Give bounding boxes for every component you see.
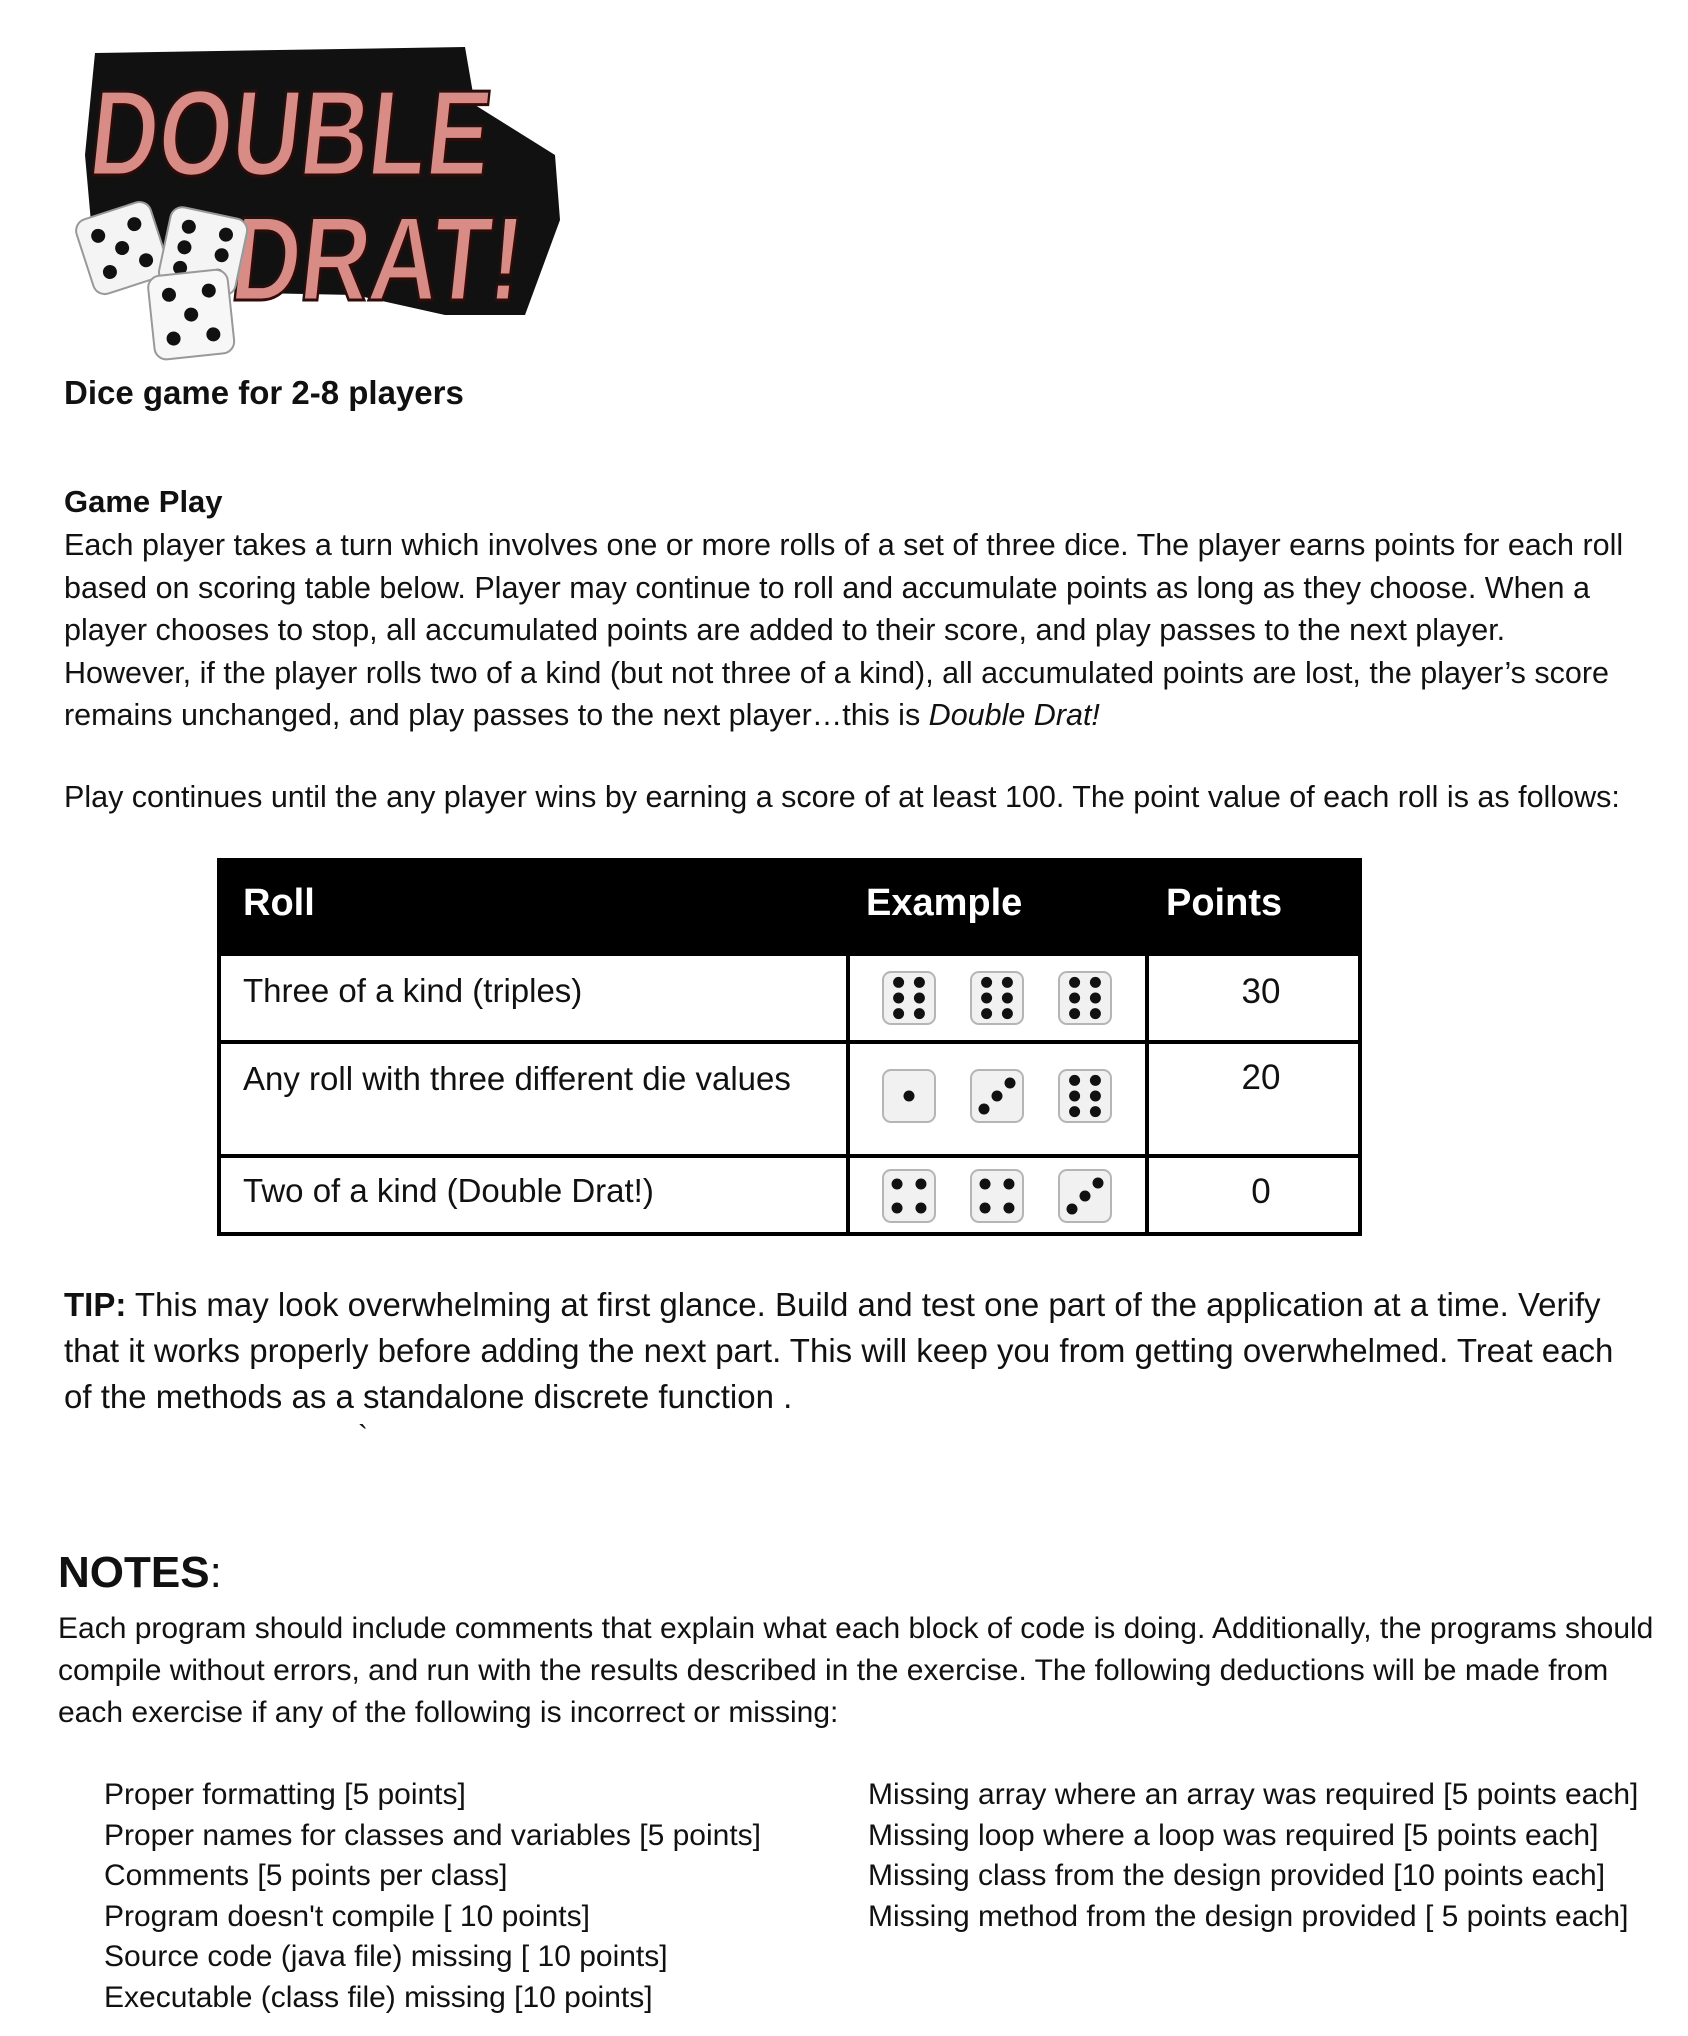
die-pip xyxy=(893,977,904,988)
list-item: Proper names for classes and variables [5 points] xyxy=(104,1818,761,1852)
table-column-divider xyxy=(1145,952,1149,1232)
row-points: 30 xyxy=(1241,972,1281,1011)
die-pip xyxy=(1069,1075,1080,1086)
logo-line1: DOUBLE xyxy=(83,64,614,201)
die-face-6-icon xyxy=(881,970,937,1026)
die-pip xyxy=(1090,1008,1101,1019)
table-column-divider xyxy=(846,952,850,1232)
die-face-6-icon xyxy=(969,970,1025,1026)
die-pip xyxy=(981,993,992,1004)
die-pip xyxy=(1067,1204,1078,1215)
play-continues-paragraph: Play continues until the any player wins by earning a score of at least 100. The point value of each roll is as follows: xyxy=(64,780,1620,814)
die-pip xyxy=(1069,1091,1080,1102)
list-item: Proper formatting [5 points] xyxy=(104,1778,466,1811)
die-pip xyxy=(904,1091,915,1102)
die-face-6-icon xyxy=(1057,970,1113,1026)
game-play-heading: Game Play xyxy=(64,484,223,519)
die-pip xyxy=(1090,1106,1101,1117)
die-face-3-icon xyxy=(969,1068,1025,1124)
die-pip xyxy=(915,1179,926,1190)
die-pip xyxy=(1003,1179,1014,1190)
die-pip xyxy=(979,1104,990,1115)
game-play-paragraph xyxy=(64,524,1624,737)
list-item: Executable (class file) missing [10 points] xyxy=(104,1980,653,2014)
die-pip xyxy=(1002,1008,1013,1019)
die-pip xyxy=(1090,1091,1101,1102)
die-pip xyxy=(893,993,904,1004)
list-item: Missing method from the design provided [ 5 points each] xyxy=(868,1899,1629,1933)
header-points: Points xyxy=(1166,882,1283,924)
die-pip xyxy=(892,1202,903,1213)
deductions-list-right xyxy=(868,1775,1638,1937)
die-face-6-icon xyxy=(1057,1068,1113,1124)
die-pip xyxy=(1069,993,1080,1004)
subtitle: Dice game for 2-8 players xyxy=(64,374,464,411)
double-drat-logo xyxy=(55,45,614,375)
die-pip xyxy=(1080,1191,1091,1202)
die-pip xyxy=(981,977,992,988)
header-roll: Roll xyxy=(243,882,315,924)
list-item: Missing array where an array was required [5 points each] xyxy=(868,1778,1639,1811)
list-item: Source code (java file) missing [ 10 points] xyxy=(104,1940,668,1973)
notes-paragraph: Each program should include comments that explain what each block of code is doing. Additionally, the programs should compile without errors, and run with the results described in the exercise. The following deductions will be made from each exercise if any of the following is incorrect or missing: xyxy=(58,1612,1654,1729)
die-pip xyxy=(914,1008,925,1019)
table-row xyxy=(221,1040,1358,1154)
game-play-text: Each player takes a turn which involves one or more rolls of a set of three dice. The player earns points for each roll based on scoring table below. Player may continue to roll and accumulate points as long as they choose. When a player chooses to stop, all accumulated points are added to their score, and play passes to the next player. However, if the player rolls two of a kind (but not three of a kind), all accumulated points are lost, the player’s score remains unchanged, and play passes to the next player…this is xyxy=(64,528,1624,732)
row-roll-label: Three of a kind (triples) xyxy=(243,972,583,1009)
logo-line2: DRAT! xyxy=(225,192,604,326)
tip-paragraph xyxy=(64,1282,1624,1420)
die-pip xyxy=(981,1008,992,1019)
die-pip xyxy=(1069,1106,1080,1117)
notes-heading-colon: : xyxy=(209,1548,222,1597)
die-pip xyxy=(914,977,925,988)
die-pip xyxy=(1003,1202,1014,1213)
table-row xyxy=(221,952,1358,1040)
notes-heading-text: NOTES xyxy=(58,1548,210,1597)
header-example: Example xyxy=(866,882,1023,924)
list-item: Comments [5 points per class] xyxy=(104,1859,508,1892)
die-pip xyxy=(893,1008,904,1019)
table-header xyxy=(221,862,1358,952)
row-points: 20 xyxy=(1241,1058,1281,1097)
die-pip xyxy=(1002,977,1013,988)
list-item: Missing class from the design provided [10 points each] xyxy=(868,1859,1606,1892)
table-row xyxy=(221,1154,1358,1236)
die-pip xyxy=(1090,1075,1101,1086)
die-face-4-icon xyxy=(969,1168,1025,1224)
die-pip xyxy=(1093,1178,1104,1189)
die-pip xyxy=(1090,977,1101,988)
die-pip xyxy=(915,1202,926,1213)
die-face-3-icon xyxy=(1057,1168,1113,1224)
list-item: Program doesn't compile [ 10 points] xyxy=(104,1899,590,1933)
die-pip xyxy=(914,993,925,1004)
row-roll-label: Any roll with three different die values xyxy=(243,1060,791,1097)
die-face-1-icon xyxy=(881,1068,937,1124)
die-pip xyxy=(1002,993,1013,1004)
die-pip xyxy=(980,1179,991,1190)
double-drat-emphasis: Double Drat! xyxy=(928,698,1100,732)
die-pip xyxy=(992,1091,1003,1102)
stray-mark: ` xyxy=(358,1420,368,1453)
notes-heading xyxy=(58,1548,222,1598)
row-roll-label: Two of a kind (Double Drat!) xyxy=(243,1172,654,1209)
die-pip xyxy=(1090,993,1101,1004)
die-pip xyxy=(1069,977,1080,988)
scoring-table xyxy=(217,858,1362,1236)
die-pip xyxy=(892,1179,903,1190)
list-item: Missing loop where a loop was required [5 points each] xyxy=(868,1818,1599,1852)
tip-label: TIP: xyxy=(64,1286,127,1323)
tip-text: This may look overwhelming at first glance. Build and test one part of the application at a time. Verify that it works properly before adding the next part. This will keep you from getting overwhelmed. Treat each of the methods as a standalone discrete function . xyxy=(64,1286,1614,1415)
row-points: 0 xyxy=(1251,1172,1271,1211)
die-pip xyxy=(1005,1078,1016,1089)
die-pip xyxy=(980,1202,991,1213)
die-pip xyxy=(1069,1008,1080,1019)
die-face-4-icon xyxy=(881,1168,937,1224)
deductions-list-left xyxy=(104,1775,761,2018)
